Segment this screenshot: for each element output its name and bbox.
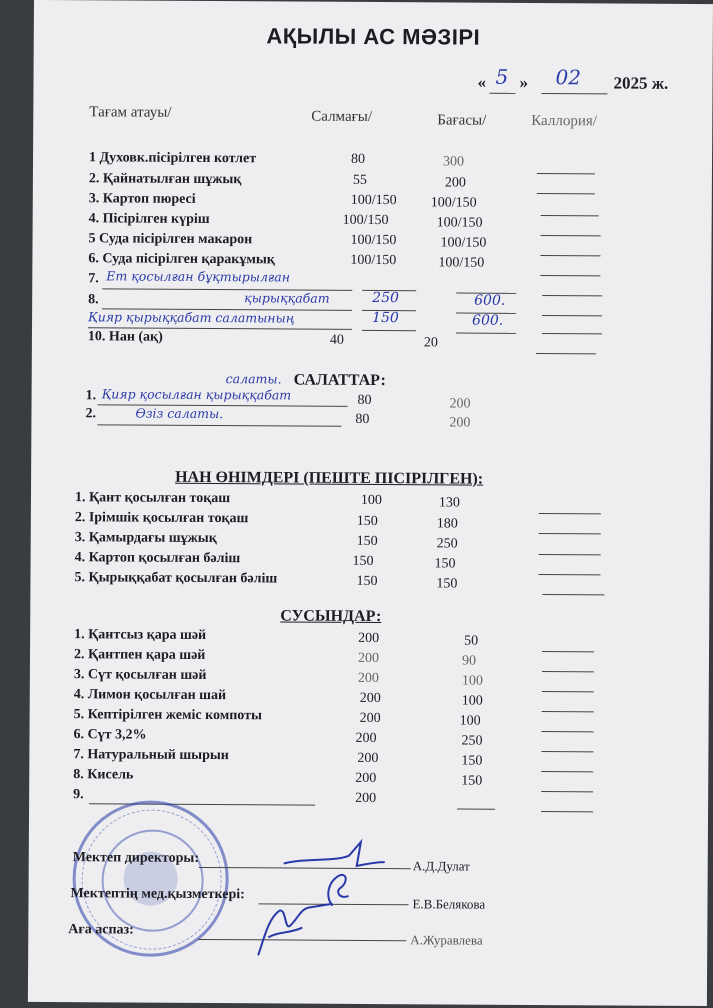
page-title: АҚЫЛЫ АС МӘЗІРІ	[266, 23, 481, 50]
salad-weight: 80	[357, 392, 372, 408]
date-open-quote: «	[477, 72, 487, 92]
bread-price: 20	[423, 335, 438, 351]
drink-price: 50	[464, 633, 479, 649]
calorie-blank	[542, 315, 602, 316]
drink-weight: 200	[359, 710, 381, 727]
main-item-name: 4. Пісірілген күріш	[88, 211, 210, 228]
drink-name: 1. Қантсыз қара шәй	[74, 627, 207, 643]
header-price: Бағасы/	[437, 112, 487, 129]
main-item-name: 2. Қайнатылған шұжық	[88, 171, 242, 188]
main-item-price: 100/150	[440, 235, 487, 251]
calorie-blank	[542, 691, 594, 692]
calorie-blank	[539, 554, 601, 555]
calorie-blank	[540, 255, 600, 256]
salads-handwritten-note: салаты.	[225, 371, 282, 387]
signature-name: А.Д.Дулат	[412, 858, 470, 874]
drink-name: 9.	[73, 787, 84, 803]
drink-price: 100	[459, 713, 481, 729]
calorie-blank	[540, 275, 600, 276]
row7-prefix: 7.	[88, 271, 99, 287]
bakery-item-price: 150	[436, 576, 458, 592]
drink-weight: 200	[355, 770, 377, 787]
signature-director	[279, 837, 389, 872]
drink-weight: 200	[359, 690, 381, 707]
header-calories: Каллория/	[531, 112, 597, 130]
drink-price: 100	[461, 693, 483, 709]
drink-price: 100	[461, 673, 483, 689]
bread-weight: 40	[329, 332, 344, 348]
bakery-item-weight: 150	[352, 553, 374, 570]
bakery-item-name: 1. Қант қосылған тоқаш	[74, 490, 231, 507]
main-item-name: 5 Суда пісірілген макарон	[88, 231, 253, 248]
calorie-blank	[539, 513, 601, 514]
bakery-item-weight: 100	[360, 492, 383, 509]
main-item-name: 3. Картоп пюресі	[88, 191, 196, 207]
calorie-blank	[541, 791, 593, 792]
calorie-blank	[537, 173, 595, 174]
drink-weight: 200	[355, 790, 377, 807]
main-item-weight: 100/150	[350, 192, 397, 209]
handwritten-row8-weight: 250	[372, 289, 399, 307]
drink-weight: 200	[357, 650, 380, 667]
calorie-blank	[539, 574, 601, 575]
signature-role: Аға аспаз:	[68, 922, 134, 938]
calorie-blank	[542, 711, 594, 712]
signature-name: А.Журавлева	[410, 932, 483, 948]
calorie-blank	[542, 594, 604, 595]
drink-name: 8. Кисель	[73, 767, 134, 783]
handwritten-row8-price: 600.	[474, 292, 506, 309]
drink-weight: 200	[358, 630, 380, 647]
drink-price: 150	[461, 773, 483, 789]
date-day: 5	[495, 64, 509, 89]
header-weight: Салмағы/	[311, 108, 373, 125]
signature-chef	[238, 897, 338, 960]
salad-prefix: 1.	[85, 388, 97, 404]
bakery-item-price: 130	[438, 495, 460, 511]
drink-price: 90	[461, 653, 477, 669]
calorie-blank	[541, 235, 601, 236]
handwritten-row9-weight: 150	[372, 309, 399, 327]
handwritten-salad1: Қияр қосылған қырыққабат	[101, 386, 292, 403]
handwritten-row9-price: 600.	[472, 312, 504, 329]
drink-price: 150	[461, 753, 483, 769]
date-close-quote: »	[519, 72, 529, 92]
main-item-weight: 100/150	[350, 252, 397, 269]
main-item-weight: 100/150	[342, 212, 389, 229]
drink-name: 6. Сүт 3,2%	[73, 727, 147, 743]
header-name: Тағам атауы/	[89, 104, 172, 121]
main-item-name: 6. Суда пісірілген қаракұмық	[88, 251, 275, 268]
menu-sheet	[28, 0, 713, 1006]
bread-name: 10. Нан (ақ)	[87, 329, 163, 345]
main-item-price: 300	[442, 154, 465, 170]
drink-name: 4. Лимон қосылған шай	[73, 687, 227, 704]
calorie-blank	[542, 651, 594, 652]
main-item-name: 1 Духовк.пісірілген котлет	[88, 150, 257, 167]
main-item-price: 100/150	[436, 215, 483, 231]
drink-weight: 200	[357, 750, 379, 767]
calorie-blank	[542, 731, 594, 732]
main-item-price: 100/150	[438, 255, 485, 271]
bakery-item-price: 150	[434, 556, 456, 572]
date-month: 02	[555, 65, 582, 90]
salad-prefix: 2.	[85, 406, 97, 422]
drink-name: 2. Қантпен қара шәй	[73, 647, 206, 663]
drink-name: 5. Кептірілген жеміс компоты	[73, 707, 262, 724]
calorie-blank	[539, 533, 601, 534]
drink-name: 3. Сүт қосылған шәй	[73, 667, 207, 683]
bakery-item-price: 250	[436, 536, 458, 552]
calorie-blank	[541, 751, 593, 752]
calorie-blank	[542, 333, 602, 334]
bakery-item-name: 4. Картоп қосылған бәліш	[74, 550, 241, 567]
main-item-weight: 80	[350, 151, 366, 167]
calorie-blank	[542, 671, 594, 672]
drink-name: 7. Натуральный шырын	[73, 747, 229, 764]
drinks-heading: СУСЫНДАР:	[280, 607, 382, 626]
salads-heading: САЛАТТАР:	[293, 371, 386, 390]
signature-name: Е.В.Белякова	[412, 896, 486, 912]
calorie-blank	[541, 811, 593, 812]
date-year: 2025 ж.	[613, 73, 669, 93]
drink-weight: 200	[355, 730, 377, 747]
drink-weight: 200	[357, 670, 379, 687]
calorie-blank	[537, 193, 595, 194]
bakery-heading: НАН ӨНІМДЕРІ (ПЕШТЕ ПІСІРІЛГЕН):	[175, 468, 484, 488]
bakery-item-name: 3. Қамырдағы шұжық	[74, 530, 217, 547]
row8-prefix: 8.	[88, 292, 99, 308]
calorie-blank	[541, 771, 593, 772]
handwritten-row8: қырыққабат	[244, 290, 330, 306]
calorie-blank	[542, 295, 602, 296]
salad-price: 200	[449, 396, 471, 412]
salad-price: 200	[449, 415, 471, 431]
drink-price: 250	[461, 733, 483, 749]
signature-role: Мектептің мед.қызметкері:	[70, 886, 245, 903]
handwritten-row7: Ет қосылған бұқтырылған	[106, 268, 291, 285]
bakery-item-weight: 150	[356, 573, 378, 590]
bakery-item-weight: 150	[356, 513, 378, 530]
handwritten-salad2: Өзіз салаты.	[135, 405, 224, 422]
bakery-item-name: 2. Ірімшік қосылған тоқаш	[74, 510, 249, 527]
bakery-item-weight: 150	[356, 533, 378, 550]
signature-role: Мектеп директоры:	[72, 850, 200, 866]
calorie-blank	[536, 353, 596, 354]
handwritten-row9: Қияр қырыққабат салатының	[88, 309, 295, 326]
main-item-weight: 100/150	[350, 232, 397, 249]
main-item-price: 100/150	[430, 195, 477, 211]
salad-weight: 80	[355, 411, 370, 427]
main-item-price: 200	[444, 175, 466, 191]
main-item-weight: 55	[352, 172, 367, 188]
bakery-item-price: 180	[436, 516, 458, 532]
bakery-item-name: 5. Қырыққабат қосылған бәліш	[74, 570, 278, 587]
calorie-blank	[541, 215, 599, 216]
